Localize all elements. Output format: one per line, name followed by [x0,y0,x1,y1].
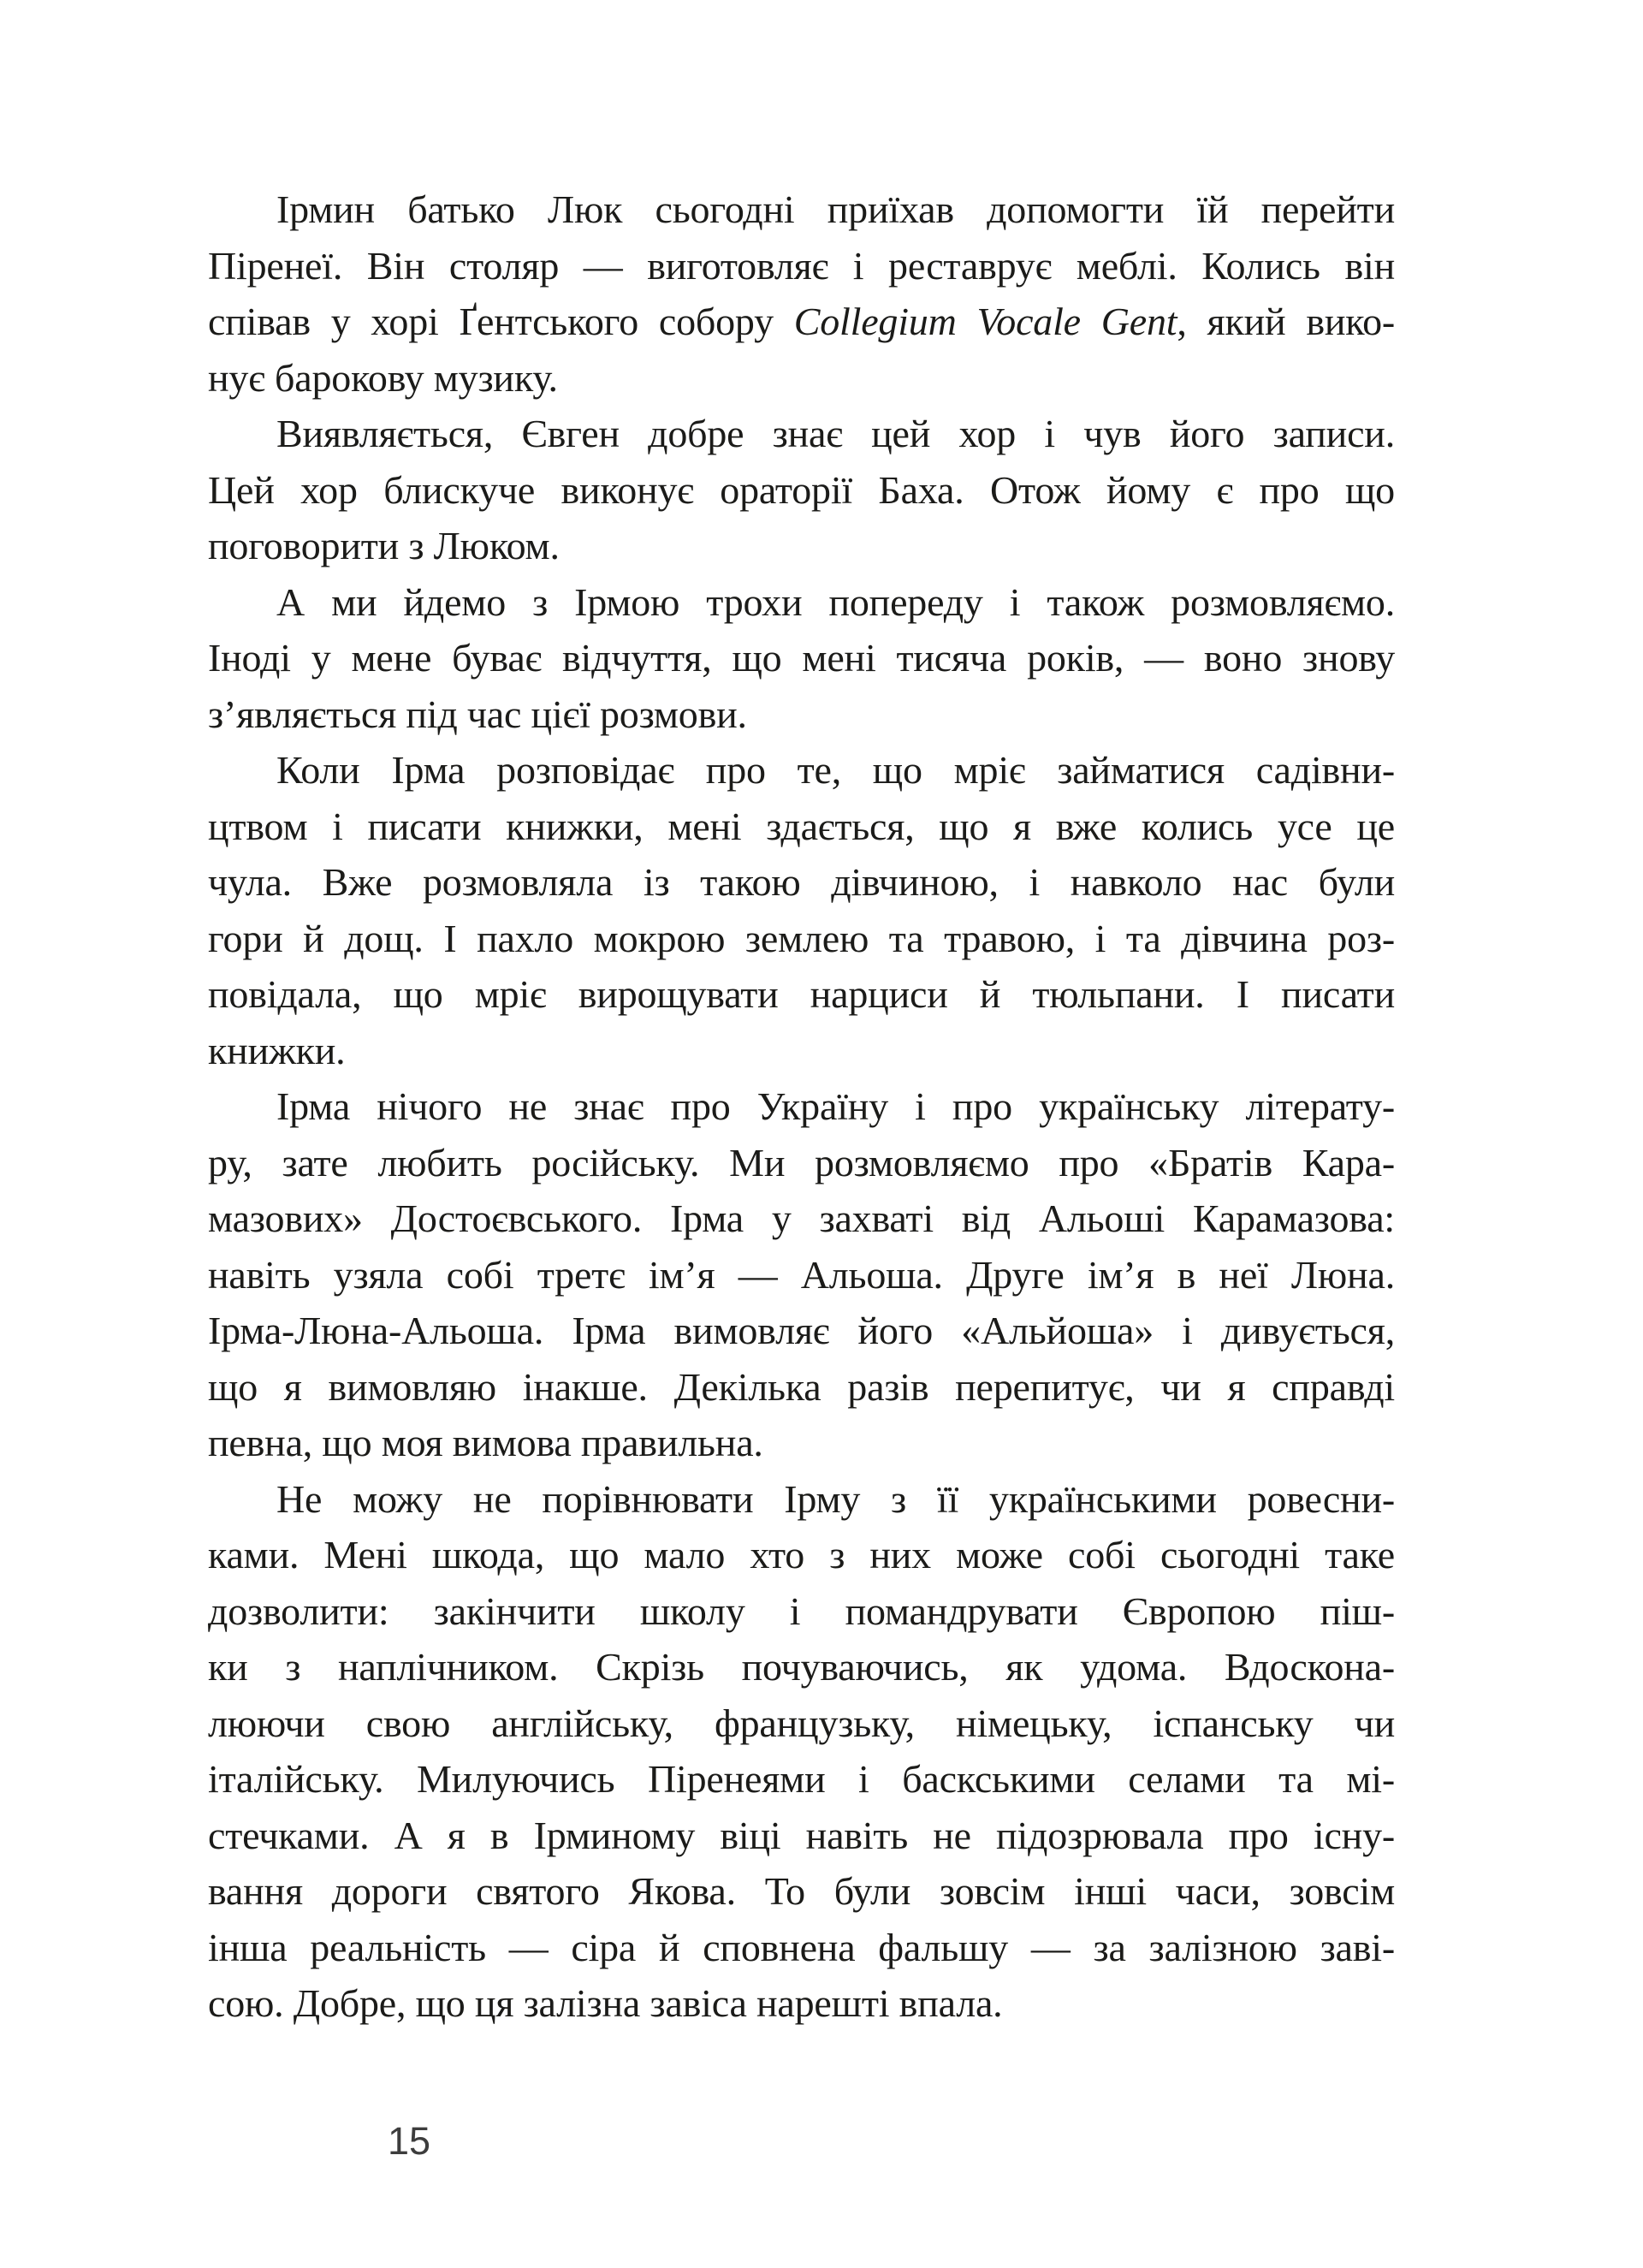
text-line [208,1527,1395,1583]
text-segment: люючи свою англійську, французьку, німецьку, іспанську чи [208,1701,1395,1745]
text-line [208,1135,1395,1191]
text-segment: співав у хорі Ґентського собору [208,300,794,343]
paragraph [208,1471,1395,2032]
text-line [208,1808,1395,1864]
text-line [208,686,1395,743]
text-segment: що я вимовляю інакше. Декілька разів перепитує, чи я справді [208,1364,1395,1409]
text-line [208,799,1395,855]
text-segment: італійську. Милуючись Піренеями і баскськими селами та мі- [208,1757,1395,1801]
text-line [208,630,1395,686]
text-segment: поговорити з Люком. [208,524,560,567]
text-segment: гори й дощ. І пахло мокрою землею та травою, і та дівчина роз- [208,916,1395,960]
text-line [208,1415,1395,1471]
text-segment: книжки. [208,1028,346,1072]
text-line [208,854,1395,911]
text-segment: сою. Добре, що ця залізна завіса нарешті впала. [208,1981,1003,2025]
text-segment: вання дороги святого Якова. То були зовсім інші часи, зовсім [208,1869,1395,1913]
text-line [208,1583,1395,1640]
paragraph [208,574,1395,743]
text-line [208,1920,1395,1976]
paragraph [208,742,1395,1078]
text-segment: Іноді у мене буває відчуття, що мені тисяча років, — воно знову [208,636,1395,680]
text-line [208,1695,1395,1752]
page-number: 15 [387,2119,431,2163]
text-segment: стечками. А я в Ірминому віці навіть не підозрювала про існу- [208,1813,1395,1857]
text-segment: ками. Мені шкода, що мало хто з них може собі сьогодні таке [208,1533,1395,1576]
text-line [208,1359,1395,1416]
text-line [208,1975,1395,2032]
text-line [208,1639,1395,1695]
text-segment: чула. Вже розмовляла із такою дівчиною, і навколо нас були [208,860,1395,904]
text-line [208,742,1395,799]
text-line [208,1247,1395,1303]
text-segment: навіть узяла собі третє ім’я — Альоша. Друге ім’я в неї Люна. [208,1252,1395,1297]
text-segment: Ірмин батько Люк сьогодні приїхав допомогти їй перейти [276,187,1395,231]
text-line [208,1751,1395,1808]
text-line [208,518,1395,574]
text-line [208,1190,1395,1247]
text-line [208,966,1395,1023]
paragraph [208,181,1395,406]
text-segment: нує барокову музику. [208,355,558,400]
text-segment: А ми йдемо з Ірмою трохи попереду і також розмовляємо. [276,579,1395,624]
text-segment: Коли Ірма розповідає про те, що мріє займатися садівни- [276,748,1395,792]
text-segment: Цей хор блискуче виконує ораторії Баха. Отож йому є про що [208,467,1395,512]
text-segment: з’являється під час цієї розмови. [208,692,747,736]
text-line [208,238,1395,294]
text-segment: Піренеї. Він столяр — виготовляє і реставрує меблі. Колись він [208,243,1395,288]
text-segment: цтвом і писати книжки, мені здається, що я вже колись усе це [208,804,1395,848]
text-segment: Не можу не порівнювати Ірму з її українськими ровесни- [276,1476,1395,1521]
text-line [208,350,1395,407]
text-segment: повідала, що мріє вирощувати нарциси й тюльпани. І писати [208,972,1395,1016]
paragraph [208,1078,1395,1471]
text-line [208,911,1395,967]
text-segment: Ірма-Люна-Альоша. Ірма вимовляє його «Альйоша» і дивується, [208,1309,1395,1352]
text-block [208,181,1395,2032]
text-segment: Ірма нічого не знає про Україну і про українську літерату- [276,1084,1395,1128]
text-segment: мазових» Достоєвського. Ірма у захваті від Альоші Карамазова: [208,1196,1395,1240]
text-segment: ру, зате любить російську. Ми розмовляємо про «Братів Кара- [208,1140,1395,1184]
text-line [208,181,1395,238]
text-segment: , який вико- [1177,300,1395,343]
text-line [208,462,1395,519]
paragraph [208,406,1395,574]
text-line [208,1078,1395,1135]
text-segment: певна, що моя вимова правильна. [208,1421,763,1464]
text-segment: Виявляється, Євген добре знає цей хор і чув його записи. [276,412,1395,455]
text-line [208,1023,1395,1079]
text-line [208,1863,1395,1920]
italic-text-segment: Collegium Vocale Gent [793,300,1177,343]
text-line [208,1303,1395,1359]
text-line [208,406,1395,462]
text-line [208,574,1395,631]
text-segment: дозволити: закінчити школу і помандрувати Європою піш- [208,1588,1395,1633]
text-segment: інша реальність — сіра й сповнена фальшу — за залізною заві- [208,1925,1395,1969]
text-line [208,1471,1395,1528]
text-line [208,294,1395,350]
text-segment: ки з наплічником. Скрізь почуваючись, як удома. Вдоскона- [208,1645,1395,1689]
